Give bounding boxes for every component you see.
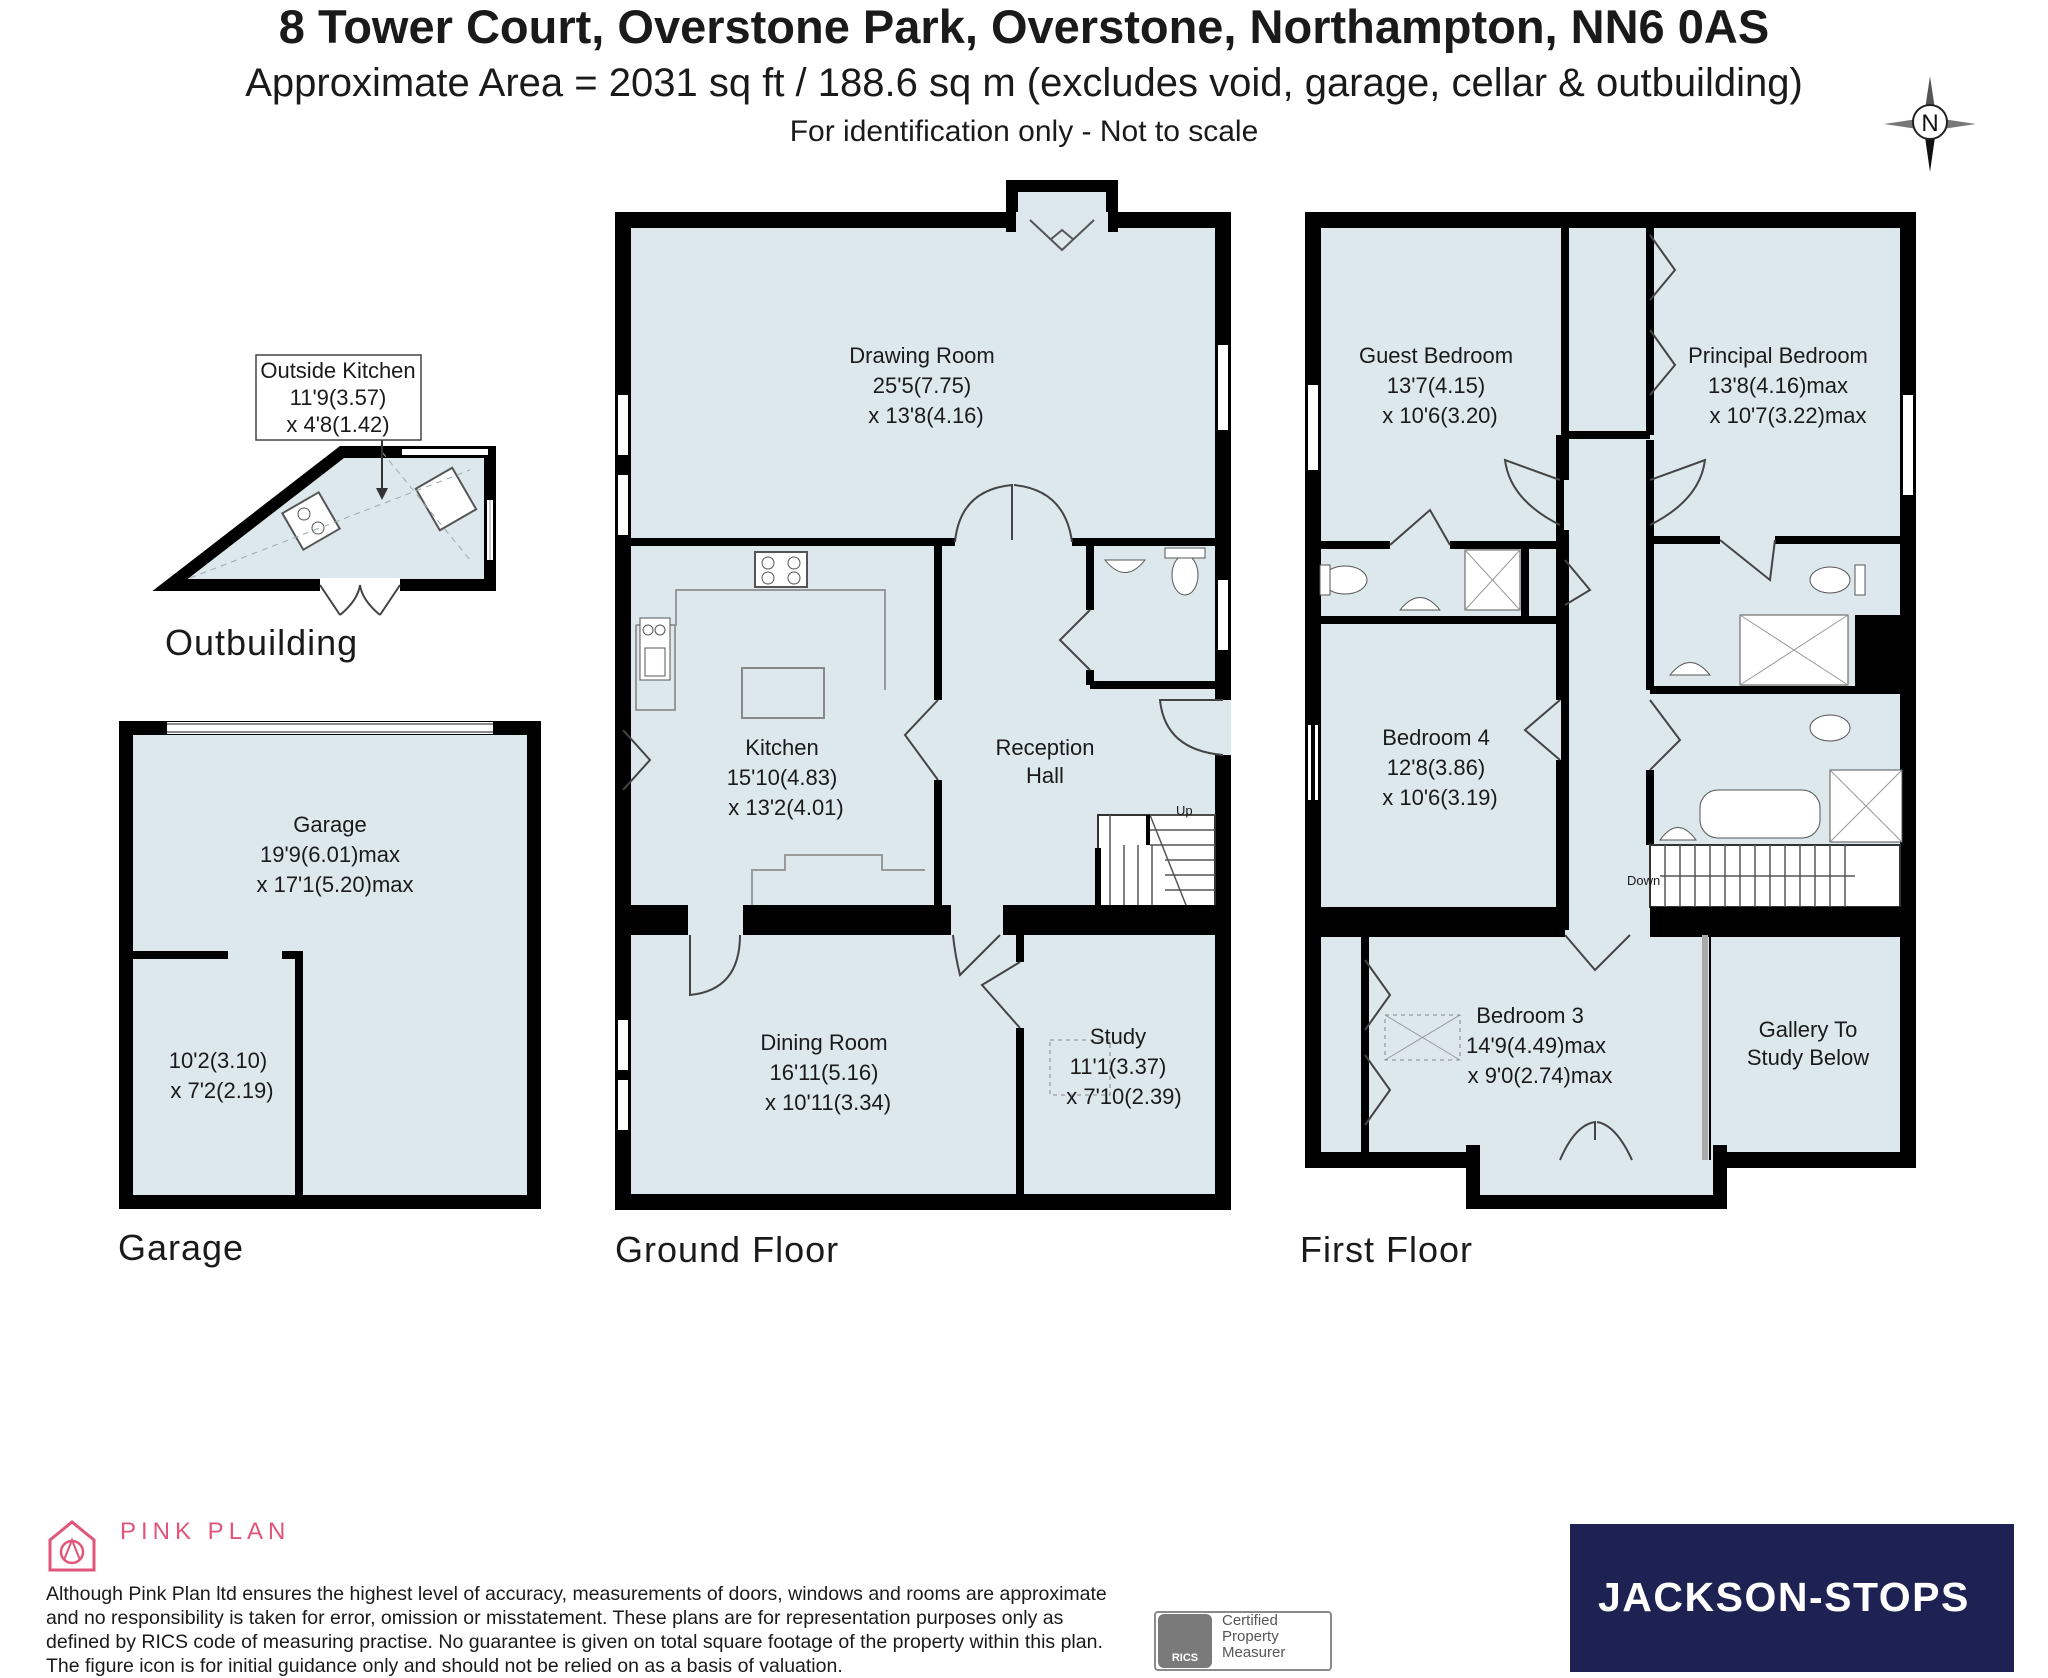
dining-room-name: Dining Room: [760, 1030, 888, 1055]
ground-floor-plan: [623, 186, 1223, 1202]
compass-icon: [1884, 76, 1976, 172]
study-dim1: 11'1(3.37): [1069, 1054, 1167, 1079]
guest-bedroom-dim1: 13'7(4.15): [1386, 373, 1486, 398]
kitchen-dim2: x 13'2(4.01): [728, 795, 844, 820]
disclaimer-text: Although Pink Plan ltd ensures the highest level of accuracy, measurements of doors, windows and rooms are approximate and no responsibility is taken for error, omission or misstatement. These plans are for representation purposes only as defined by RICS code of measuring practise. No guarantee is given on total square footage of the property within this plan. The figure icon is for initial guidance only and should not be relied on as a basis of valuation.: [46, 1583, 1107, 1677]
floor-label-outbuilding: Outbuilding: [165, 622, 359, 663]
drawing-room-dim2: x 13'8(4.16): [868, 403, 984, 428]
garage-dim2: x 17'1(5.20)max: [256, 872, 414, 897]
stairs-up-label: Up: [1176, 803, 1193, 818]
kitchen-dim1: 15'10(4.83): [726, 765, 838, 790]
bedroom3-dim2: x 9'0(2.74)max: [1467, 1063, 1613, 1088]
plan-title: 8 Tower Court, Overstone Park, Overstone, Northampton, NN6 0AS: [278, 0, 1770, 53]
drawing-room-name: Drawing Room: [849, 343, 995, 368]
area-summary: Approximate Area = 2031 sq ft / 188.6 sq m (excludes void, garage, cellar & outbuilding): [245, 61, 1803, 105]
floor-label-garage: Garage: [118, 1227, 245, 1268]
principal-bedroom-dim1: 13'8(4.16)max: [1708, 373, 1848, 398]
garage-dim1: 19'9(6.01)max: [260, 842, 400, 867]
compass-north-label: N: [1921, 110, 1939, 137]
outbuilding-plan: [170, 420, 490, 615]
kitchen-name: Kitchen: [745, 735, 819, 760]
reception-hall-name-line2: Hall: [1026, 763, 1064, 788]
outside-kitchen-dim2: x 4'8(1.42): [286, 412, 390, 437]
gallery-name-line1: Gallery To: [1758, 1017, 1858, 1042]
guest-bedroom-name: Guest Bedroom: [1358, 343, 1514, 368]
bedroom4-name: Bedroom 4: [1382, 725, 1490, 750]
principal-bedroom-dim2: x 10'7(3.22)max: [1709, 403, 1867, 428]
pink-plan-brand: PINK PLAN: [120, 1518, 291, 1545]
gallery-name-line2: Study Below: [1746, 1045, 1870, 1070]
pink-plan-logo-icon: [50, 1522, 94, 1570]
garage-store-dim1: 10'2(3.10): [168, 1048, 268, 1073]
study-name: Study: [1089, 1024, 1147, 1049]
bedroom4-dim2: x 10'6(3.19): [1382, 785, 1498, 810]
garage-name: Garage: [293, 812, 367, 837]
dining-room-dim2: x 10'11(3.34): [764, 1090, 892, 1115]
garage-store-dim2: x 7'2(2.19): [170, 1078, 274, 1103]
guest-bedroom-dim2: x 10'6(3.20): [1382, 403, 1498, 428]
scale-note: For identification only - Not to scale: [789, 115, 1259, 148]
principal-bedroom-name: Principal Bedroom: [1688, 343, 1868, 368]
bedroom4-dim1: 12'8(3.86): [1386, 755, 1486, 780]
bedroom3-name: Bedroom 3: [1476, 1003, 1584, 1028]
stairs-down-label: Down: [1627, 873, 1661, 888]
dining-room-dim1: 16'11(5.16): [769, 1060, 879, 1085]
outside-kitchen-name: Outside Kitchen: [260, 358, 416, 383]
outside-kitchen-dim1: 11'9(3.57): [289, 385, 387, 410]
jackson-stops-wordmark: JACKSON-STOPS: [1598, 1574, 1970, 1620]
rics-logo-text: RICS: [1171, 1652, 1199, 1664]
floor-label-ground: Ground Floor: [615, 1229, 840, 1270]
drawing-room-dim1: 25'5(7.75): [872, 373, 972, 398]
floor-label-first: First Floor: [1300, 1229, 1473, 1270]
rics-certification-text: Certified Property Measurer: [1222, 1612, 1286, 1661]
study-dim2: x 7'10(2.39): [1066, 1084, 1182, 1109]
garage-plan: [126, 724, 534, 1202]
reception-hall-name-line1: Reception: [995, 735, 1095, 760]
bedroom3-dim1: 14'9(4.49)max: [1466, 1033, 1606, 1058]
